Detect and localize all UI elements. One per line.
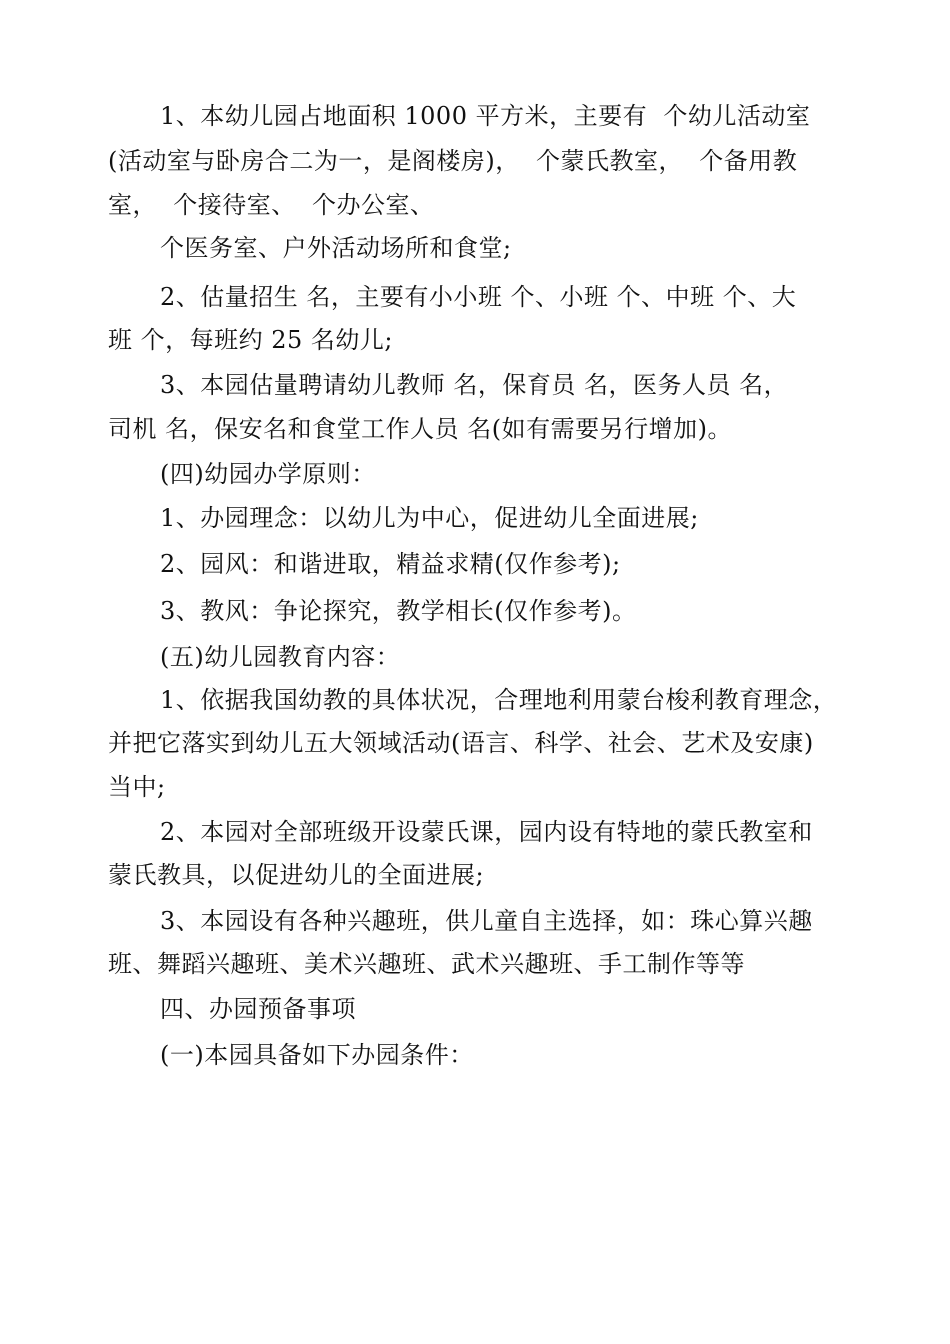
text-line: 1、依据我国幼教的具体状况，合理地利用蒙台梭利教育理念， (160, 686, 838, 714)
text-line: 蒙氏教具，以促进幼儿的全面进展; (108, 861, 485, 889)
text-line: 班、舞蹈兴趣班、美术兴趣班、武术兴趣班、手工制作等等 (108, 950, 745, 978)
text-line: 室， 个接待室、 个办公室、 (108, 191, 435, 219)
text-line: 当中; (108, 773, 166, 801)
text-line: 2、估量招生 名，主要有小小班 个、小班 个、中班 个、大 (160, 283, 797, 311)
section-heading: (一)本园具备如下办园条件： (160, 1041, 474, 1069)
section-heading: 四、办园预备事项 (160, 995, 356, 1023)
section-heading: (五)幼儿园教育内容： (160, 643, 401, 671)
text-line: 2、本园对全部班级开设蒙氏课，园内设有特地的蒙氏教室和 (160, 818, 813, 846)
text-line: 3、本园估量聘请幼儿教师 名，保育员 名，医务人员 名， (160, 371, 789, 399)
text-line: 个医务室、户外活动场所和食堂; (160, 234, 512, 262)
text-line: 2、园风：和谐进取，精益求精(仅作参考); (160, 550, 621, 578)
text-line: 3、教风：争论探究，教学相长(仅作参考)。 (160, 597, 637, 625)
text-line: 并把它落实到幼儿五大领域活动(语言、科学、社会、艺术及安康) (108, 729, 814, 757)
text-line: (活动室与卧房合二为一，是阁楼房)， 个蒙氏教室， 个备用教 (108, 147, 798, 175)
text-line: 1、本幼儿园占地面积 1000 平方米，主要有 个幼儿活动室 (160, 102, 811, 130)
text-line: 班 个，每班约 25 名幼儿; (108, 326, 394, 354)
text-line: 1、办园理念：以幼儿为中心，促进幼儿全面进展; (160, 504, 699, 532)
text-line: 司机 名，保安名和食堂工作人员 名(如有需要另行增加)。 (108, 415, 732, 443)
text-line: 3、本园设有各种兴趣班，供儿童自主选择，如：珠心算兴趣 (160, 907, 813, 935)
section-heading: (四)幼园办学原则： (160, 460, 376, 488)
